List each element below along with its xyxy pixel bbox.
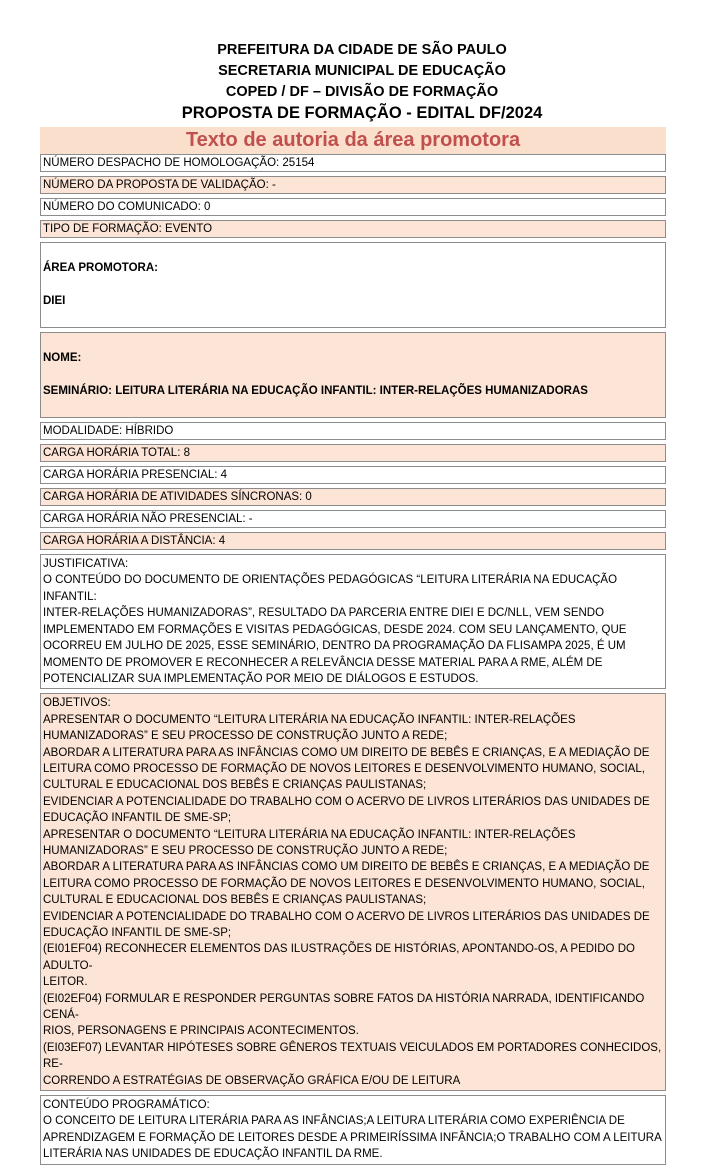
field-carga-total: CARGA HORÁRIA TOTAL: 8: [40, 444, 666, 462]
field-carga-distancia: CARGA HORÁRIA A DISTÂNCIA: 4: [40, 532, 666, 550]
field-proposta: NÚMERO DA PROPOSTA DE VALIDAÇÃO: -: [40, 176, 666, 194]
field-carga-presencial: CARGA HORÁRIA PRESENCIAL: 4: [40, 466, 666, 484]
page-title: PROPOSTA DE FORMAÇÃO - EDITAL DF/2024: [181, 104, 543, 122]
authorship-banner: Texto de autoria da área promotora: [40, 127, 666, 154]
form-fields: [40, 154, 666, 1169]
area-value: DIEI: [43, 295, 66, 308]
field-justificativa: JUSTIFICATIVA: O CONTEÚDO DO DOCUMENTO DE ORIENTAÇÕES PEDAGÓGICAS “LEITURA LITERÁRIA NA EDUCAÇÃO INFANTIL: INTER-RELAÇÕES HUMANIZADORAS”, RESULTADO DA PARCERIA ENTRE DIEI E DC/NLL, VEM SENDO IMPLEMENTADO EM FORMAÇÕES E VISITAS PEDAGÓGICAS, DESDE 2024. COM SEU LANÇAMENTO, QUE OCORREU EM JULHO DE 2025, ESSE SEMINÁRIO, DENTRO DA PROGRAMAÇÃO DA FLISAMPA 2025, É UM MOMENTO DE PROMOVER E RECONHECER A RELEVÂNCIA DESSE MATERIAL PARA A RME, ALÉM DE POTENCIALIZAR SUA IMPLEMENTAÇÃO POR MEIO DE DIÁLOGOS E ESTUDOS.: [40, 554, 666, 689]
field-modalidade: MODALIDADE: HÍBRIDO: [40, 422, 666, 440]
field-carga-nao-presencial: CARGA HORÁRIA NÃO PRESENCIAL: -: [40, 510, 666, 528]
header-secretaria: SECRETARIA MUNICIPAL DE EDUCAÇÃO: [218, 63, 506, 79]
field-area-promotora: [40, 242, 666, 328]
field-comunicado: NÚMERO DO COMUNICADO: 0: [40, 198, 666, 216]
field-nome: [40, 332, 666, 418]
field-conteudo: CONTEÚDO PROGRAMÁTICO: O CONCEITO DE LEITURA LITERÁRIA PARA AS INFÂNCIAS;A LEITURA LITERÁRIA COMO EXPERIÊNCIA DE APRENDIZAGEM E FORMAÇÃO DE LEITORES DESDE A PRIMEIRÍSSIMA INFÂNCIA;O TRABALHO COM A LEITURA LITERÁRIA NAS UNIDADES DE EDUCAÇÃO INFANTIL DA RME.: [40, 1095, 666, 1165]
field-tipo: TIPO DE FORMAÇÃO: EVENTO: [40, 220, 666, 238]
header-prefeitura: PREFEITURA DA CIDADE DE SÃO PAULO: [217, 42, 507, 58]
nome-label: NOME:: [43, 352, 82, 365]
field-objetivos: OBJETIVOS: APRESENTAR O DOCUMENTO “LEITURA LITERÁRIA NA EDUCAÇÃO INFANTIL: INTER-RELAÇÕES HUMANIZADORAS” E SEU PROCESSO DE CONSTRUÇÃO JUNTO A REDE; ABORDAR A LITERATURA PARA AS INFÂNCIAS COMO UM DIREITO DE BEBÊS E CRIANÇAS, E A MEDIAÇÃO DE LEITURA COMO PROCESSO DE FORMAÇÃO DE NOVOS LEITORES E DESENVOLVIMENTO HUMANO, SOCIAL, CULTURAL E EDUCACIONAL DOS BEBÊS E CRIANÇAS PAULISTANAS; EVIDENCIAR A POTENCIALIDADE DO TRABALHO COM O ACERVO DE LIVROS LITERÁRIOS DAS UNIDADES DE EDUCAÇÃO INFANTIL DE SME-SP; APRESENTAR O DOCUMENTO “LEITURA LITERÁRIA NA EDUCAÇÃO INFANTIL: INTER-RELAÇÕES HUMANIZADORAS” E SEU PROCESSO DE CONSTRUÇÃO JUNTO A REDE; ABORDAR A LITERATURA PARA AS INFÂNCIAS COMO UM DIREITO DE BEBÊS E CRIANÇAS, E A MEDIAÇÃO DE LEITURA COMO PROCESSO DE FORMAÇÃO DE NOVOS LEITORES E DESENVOLVIMENTO HUMANO, SOCIAL, CULTURAL E EDUCACIONAL DOS BEBÊS E CRIANÇAS PAULISTANAS; EVIDENCIAR A POTENCIALIDADE DO TRABALHO COM O ACERVO DE LIVROS LITERÁRIOS DAS UNIDADES DE EDUCAÇÃO INFANTIL DE SME-SP; (EI01EF04) RECONHECER ELEMENTOS DAS ILUSTRAÇÕES DE HISTÓRIAS, APONTANDO-OS, A PEDIDO DO ADULTO- LEITOR. (EI02EF04) FORMULAR E RESPONDER PERGUNTAS SOBRE FATOS DA HISTÓRIA NARRADA, IDENTIFICANDO CENÁ- RIOS, PERSONAGENS E PRINCIPAIS ACONTECIMENTOS. (EI03EF07) LEVANTAR HIPÓTESES SOBRE GÊNEROS TEXTUAIS VEICULADOS EM PORTADORES CONHECIDOS, RE- CORRENDO A ESTRATÉGIAS DE OBSERVAÇÃO GRÁFICA E/OU DE LEITURA: [40, 693, 666, 1091]
header-divisao: COPED / DF – DIVISÃO DE FORMAÇÃO: [225, 84, 499, 100]
field-despacho: NÚMERO DESPACHO DE HOMOLOGAÇÃO: 25154: [40, 154, 666, 172]
nome-value: SEMINÁRIO: LEITURA LITERÁRIA NA EDUCAÇÃO INFANTIL: INTER-RELAÇÕES HUMANIZADORAS: [43, 385, 588, 398]
field-carga-sincronas: CARGA HORÁRIA DE ATIVIDADES SÍNCRONAS: 0: [40, 488, 666, 506]
area-label: ÁREA PROMOTORA:: [43, 262, 158, 275]
document-header: [0, 40, 724, 123]
